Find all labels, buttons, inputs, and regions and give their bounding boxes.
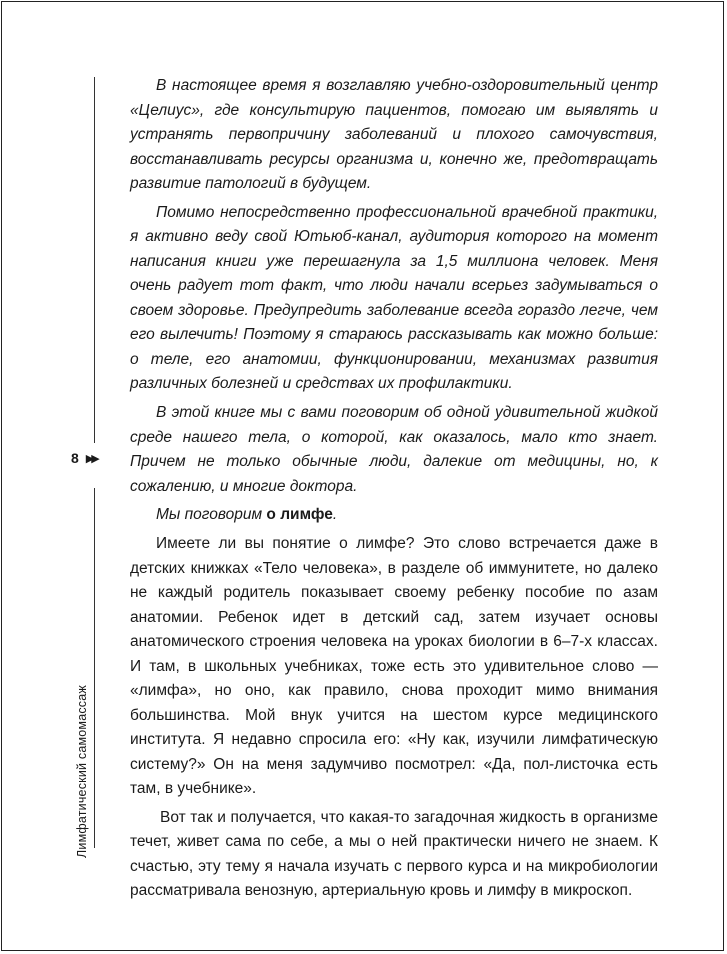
paragraph-4 <box>130 503 658 528</box>
paragraph-4-lead: Мы поговорим <box>156 506 267 524</box>
running-title: Лимфатический самомассаж <box>75 685 89 858</box>
double-arrow-icon: ▶▶ <box>85 452 97 465</box>
paragraph-6: Вот так и получается, что какая-то загадочная жидкость в организме течет, живет сама по себе, а мы о ней практически ничего не знаем. К счастью, эту тему я начала изучать с первого курса и на микробиологии рассматривала венозную, артериальную кровь и лимфу в микроскоп. <box>130 808 658 900</box>
page-number-value: 8 <box>71 450 79 466</box>
margin-rule-top <box>94 77 95 443</box>
margin-rule-bottom <box>94 488 95 848</box>
paragraph-4-bold: о лимфе <box>266 506 333 524</box>
body-text <box>130 74 658 908</box>
paragraph-2: Помимо непосредственно профессиональной врачебной практики, я активно веду свой Ютьюб-канал, аудитория которого на момент написания книги уже перешагнула за 1,5 миллиона человек. Меня очень радует тот факт, что люди начали всерьез задумываться о своем здоровье. Предупредить заболевание всегда гораздо легче, чем его вылечить! Поэтому я стараюсь рассказывать как можно больше: о теле, его анатомии, функционировании, механизмах развития различных болезней и средствах их профилактики. <box>130 203 658 393</box>
paragraph-1: В настоящее время я возглавляю учебно-оздоровительный центр «Целиус», где консультирую пациентов, помогаю им выявлять и устранять первопричину заболеваний и плохого самочувствия, восстанавливать ресурсы организма и, конечно же, предотвращать развитие патологий в будущем. <box>130 77 658 192</box>
paragraph-5: Имеете ли вы понятие о лимфе? Это слово встречается даже в детских книжках «Тело человека», в разделе об иммунитете, но далеко не каждый родитель показывает своему ребенку пособие по азам анатомии. Ребенок идет в детский сад, затем изучает основы анатомического строения человека на уроках биологии в 6–7-х классах. И там, в школьных учебниках, тоже есть это удивительное слово — «лимфа», но оно, как правило, снова проходит мимо внимания большинства. Мой внук учится на шестом курсе медицинского института. Я недавно спросила его: «Ну как, изучили лимфатическую систему?» Он на меня задумчиво посмотрел: «Да, пол-листочка есть там, в учебнике». <box>130 535 658 798</box>
page-number <box>71 450 97 466</box>
paragraph-4-tail: . <box>332 506 338 524</box>
paragraph-3: В этой книге мы с вами поговорим об одной удивительной жидкой среде нашего тела, о которой, как оказалось, мало кто знает. Причем не только обычные люди, далекие от медицины, но, к сожалению, и многие доктора. <box>130 404 658 495</box>
